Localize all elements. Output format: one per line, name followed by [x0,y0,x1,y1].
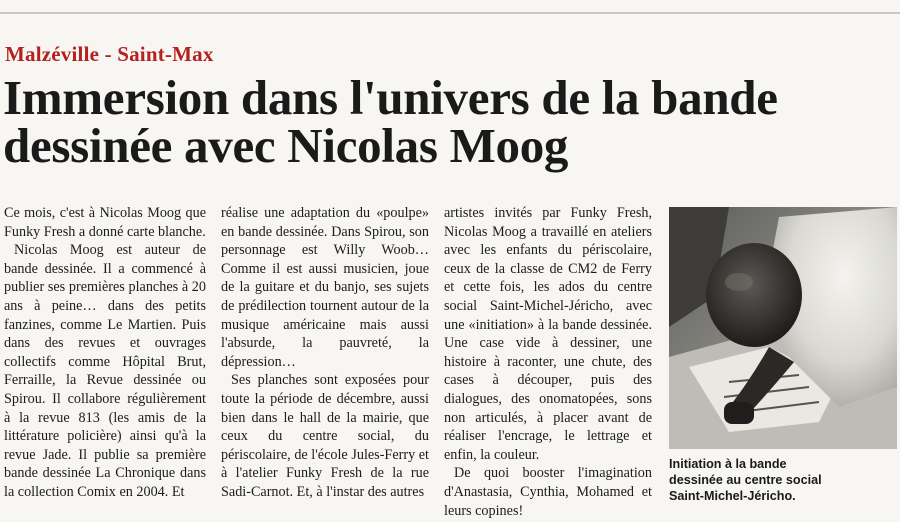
article-photo [669,207,897,449]
article-column-3 [444,204,652,520]
article-headline [3,70,893,173]
paragraph: réalise une adaptation du «poulpe» en bande dessinée. Dans Spirou, son personnage est Willy Woob… Comme il est aussi musicien, joue de la guitare et du banjo, ses sujets de prédilection tournent autour de la musique américaine mais aussi l'absurde, la pauvreté, la dépression… [221,205,429,370]
paragraph: Ce mois, c'est à Nicolas Moog que Funky Fresh a donné carte blanche. [4,205,206,240]
headline-line: Immersion dans l'univers de la bande [3,70,778,125]
paragraph: Ses planches sont exposées pour toute la période de décembre, aussi bien dans le hall de la mairie, que ceux du centre social, du périscolaire, de l'école Jules-Ferry et à l'atelier Funky Fresh de la rue Sadi-Carnot. Et, à l'instar des autres [221,372,429,500]
caption-line: Saint-Michel-Jéricho. [669,489,796,503]
paragraph: Nicolas Moog est auteur de bande dessinée. Il a commencé à publier ses premières planches à 20 ans à peine… dans des petits fanzines, comme Le Martien. Puis dans des revues et ouvrages collectifs comme Hôpital Brut, Ferraille, la Revue dessinée ou Spirou. Il collabore régulièrement à la revue 813 (les amis de la littérature policière) ainsi qu'à la revue Jade. Il publie sa première bande dessinée La Chronique dans la collection Comix en 2004. Et [4,242,206,500]
caption-line: dessinée au centre social [669,473,822,487]
photo-illustration [669,207,897,449]
article-column-2 [221,204,429,502]
headline-line: dessinée avec Nicolas Moog [3,118,569,173]
paragraph: De quoi booster l'imagination d'Anastasia, Cynthia, Mohamed et leurs copines! [444,465,652,519]
paragraph: artistes invités par Funky Fresh, Nicolas Moog a travaillé en ateliers avec les enfants du périscolaire, ceux de la classe de CM2 de Ferry et cette fois, les ados du centre social Saint-Michel-Jéricho, avec une «initiation» à la bande dessinée. Une case vide à dessiner, une histoire à raconter, une chute, des cases à découper, puis des dialogues, des onomatopées, sons non articulés, à placer avant de réaliser l'encrage, le lettrage et enfin, la couleur. [444,205,652,463]
caption-line: Initiation à la bande [669,457,787,471]
section-kicker: Malzéville - Saint-Max [5,42,214,66]
page-top-rule [0,12,900,14]
article-column-1 [4,204,206,502]
photo-caption [669,456,897,504]
